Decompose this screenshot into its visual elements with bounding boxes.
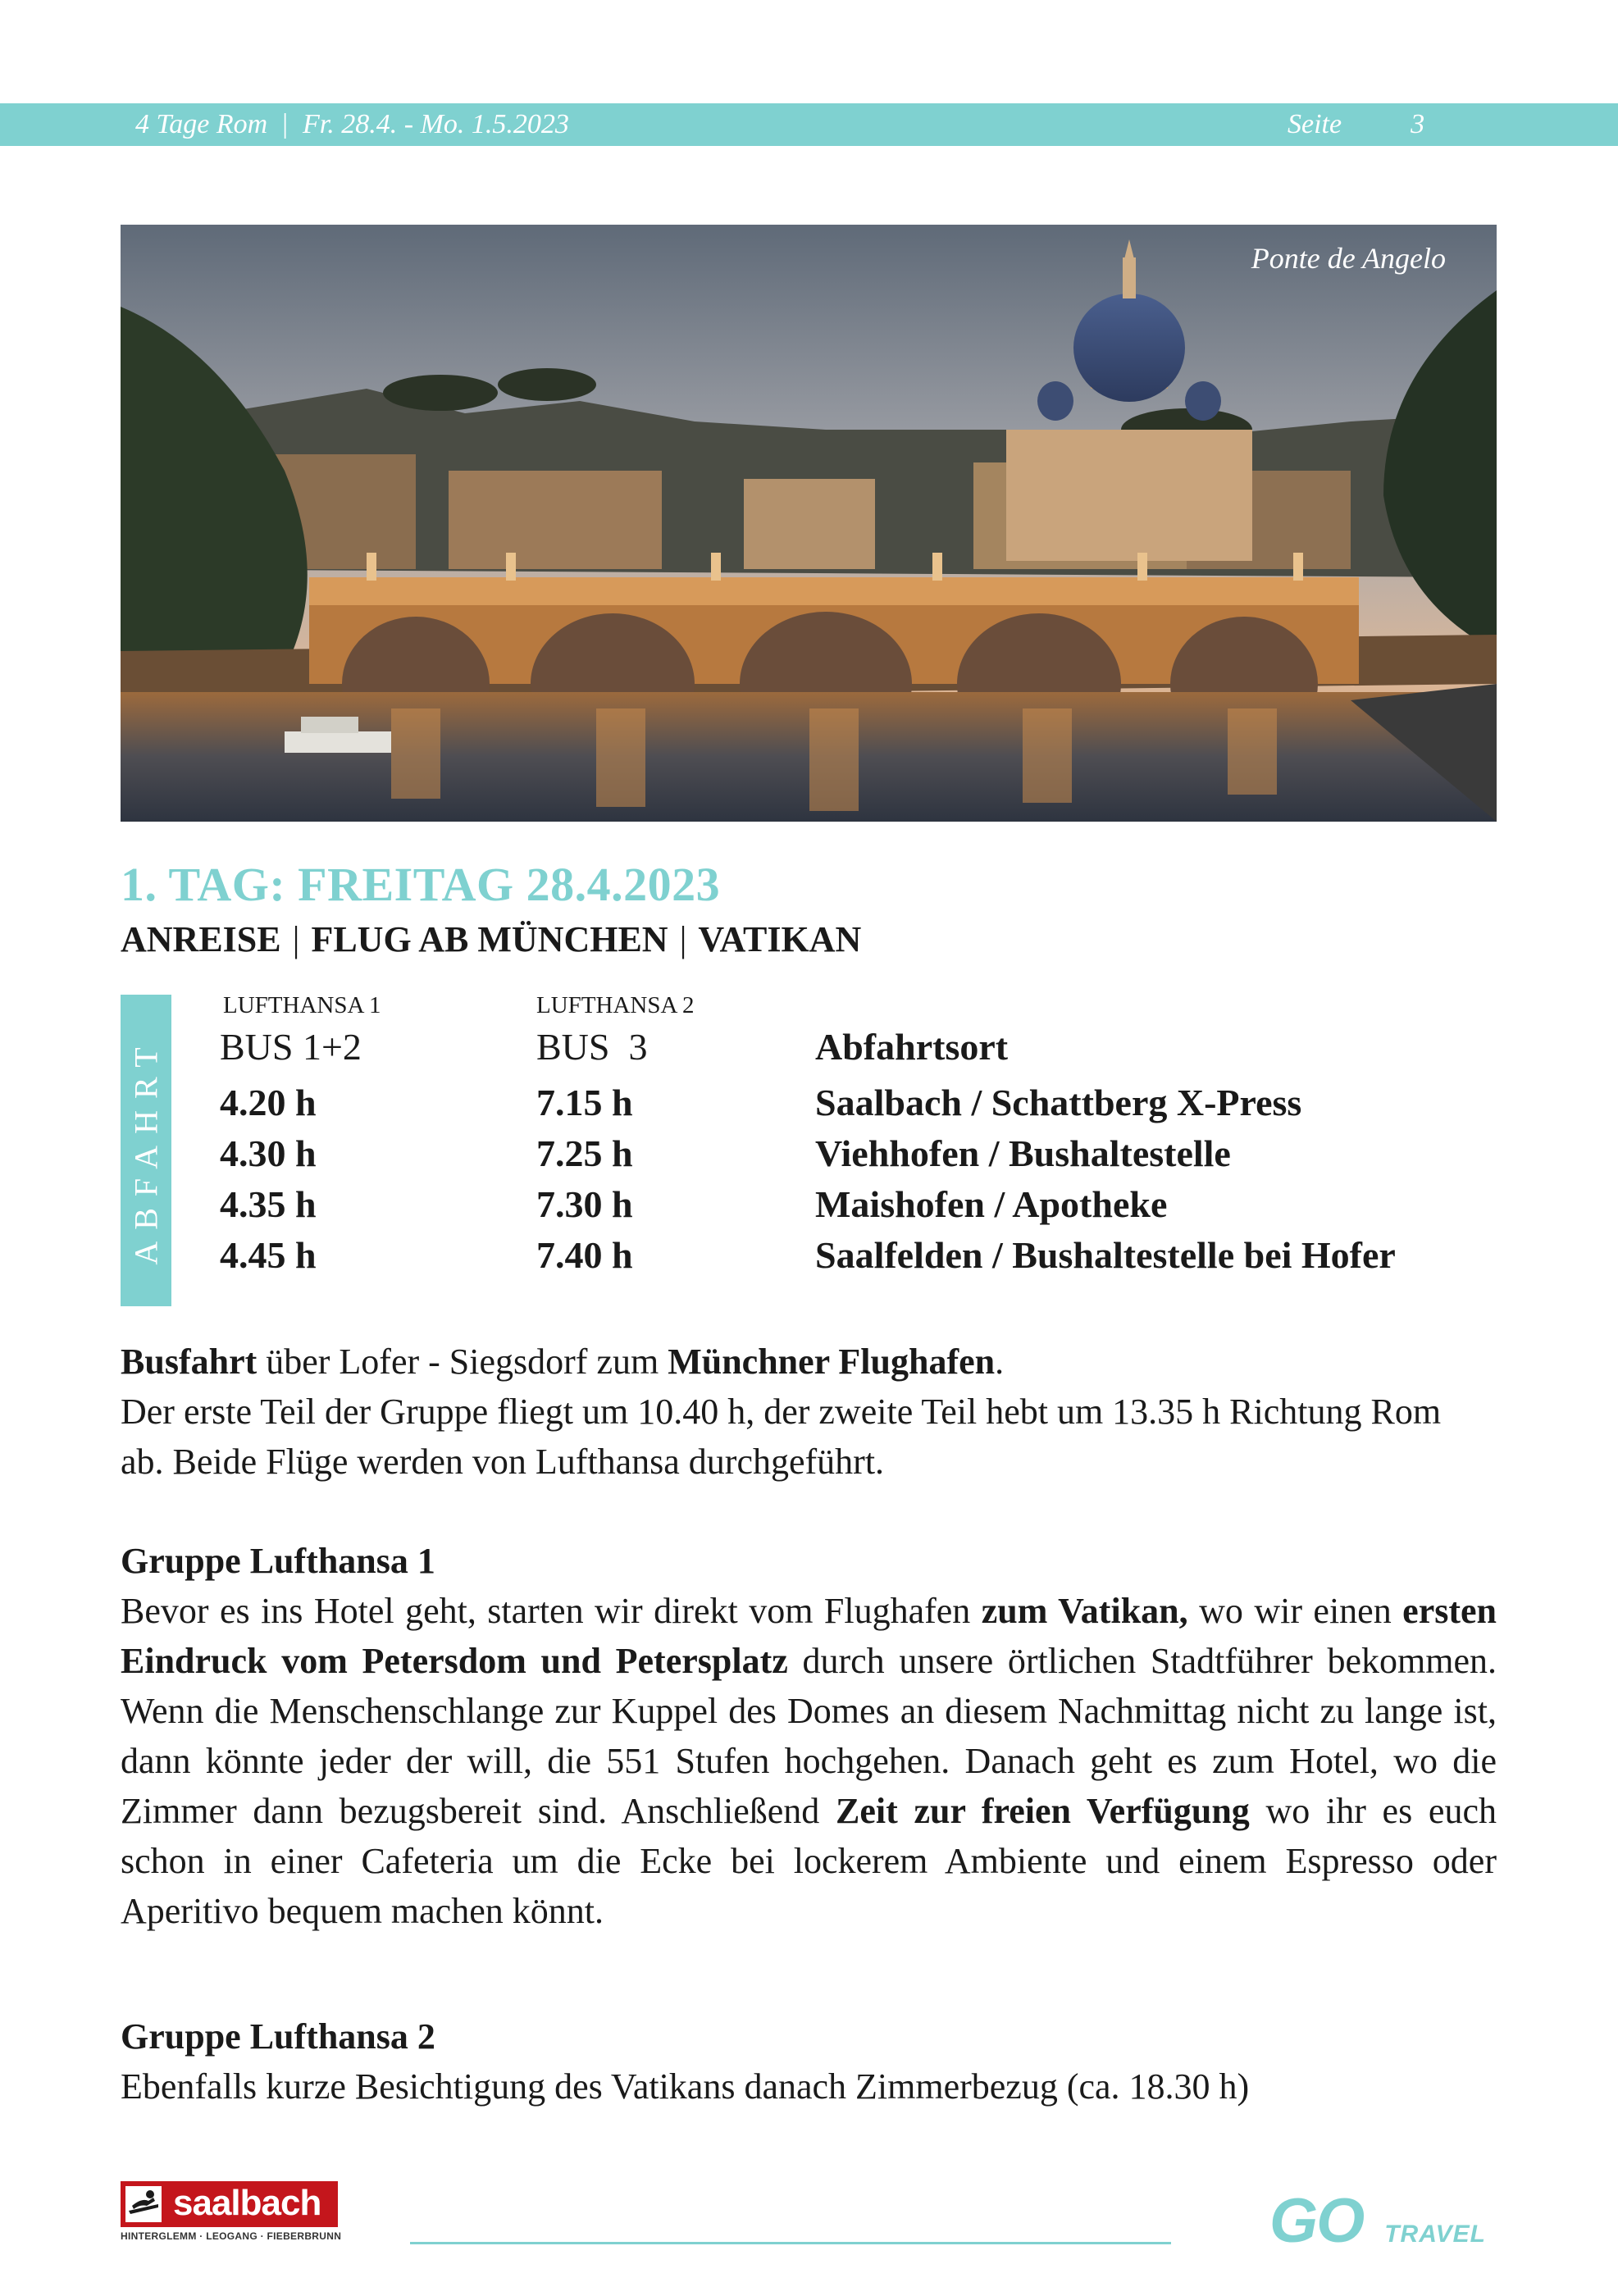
group1-bold-petersdom: ersten Eindruck vom Petersdom und Petersplatz xyxy=(121,1591,1497,1681)
header-left xyxy=(135,103,569,146)
group1-text-1: Bevor es ins Hotel geht, starten wir direkt vom Flughafen xyxy=(121,1591,982,1631)
col2-header: BUS 3 xyxy=(536,1026,648,1068)
row2-time1: 4.30 h xyxy=(220,1132,317,1174)
brand-go: GO xyxy=(1269,2186,1364,2256)
go-travel-logo xyxy=(1269,2185,1486,2257)
header-page-number: 3 xyxy=(1411,109,1425,139)
brand-travel: TRAVEL xyxy=(1384,2221,1487,2248)
col3-header: Abfahrtsort xyxy=(815,1026,1009,1068)
header-separator: | xyxy=(282,109,289,139)
logo-word: saalbach xyxy=(173,2183,321,2223)
subtitle-part-2: FLUG AB MÜNCHEN xyxy=(311,919,668,959)
group1-bold-vatikan: zum Vatikan, xyxy=(981,1591,1188,1631)
header-page xyxy=(1288,103,1424,146)
side-label-text: ABFAHRT xyxy=(127,1036,165,1265)
group1-text-4: wo ihr es euch schon in einer Cafeteria um die Ecke bei lockerem Ambiente und einem Espresso oder Aperitivo bequem machen könnt. xyxy=(121,1791,1497,1931)
intro-text-1: über Lofer - Siegsdorf zum xyxy=(257,1342,668,1382)
intro-bus-line xyxy=(121,1337,1497,1387)
group1-bold-freetime: Zeit zur freien Verfügung xyxy=(835,1791,1250,1831)
footer-divider xyxy=(410,2242,1171,2244)
col1-header: BUS 1+2 xyxy=(220,1026,362,1068)
day-subtitle xyxy=(121,918,861,960)
row4-time1: 4.45 h xyxy=(220,1234,317,1276)
row3-place: Maishofen / Apotheke xyxy=(815,1183,1168,1225)
row2-place: Viehhofen / Bushaltestelle xyxy=(815,1132,1231,1174)
group2-paragraph: Ebenfalls kurze Besichtigung des Vatikans danach Zimmerbezug (ca. 18.30 h) xyxy=(121,2066,1250,2107)
intro-flights-paragraph: Der erste Teil der Gruppe fliegt um 10.40 h, der zweite Teil hebt um 13.35 h Richtung Rom ab. Beide Flüge werden von Lufthansa durchgeführt. xyxy=(121,1392,1442,1482)
row1-time1: 4.20 h xyxy=(220,1082,317,1123)
group1-paragraph xyxy=(121,1586,1497,1936)
group1-heading: Gruppe Lufthansa 1 xyxy=(121,1541,435,1581)
group1-text-2: wo wir einen xyxy=(1187,1591,1403,1631)
row1-time2: 7.15 h xyxy=(536,1082,633,1123)
row3-time2: 7.30 h xyxy=(536,1183,633,1225)
header-bar xyxy=(0,103,1618,146)
rome-bridge-illustration xyxy=(121,225,1497,822)
row2-time2: 7.25 h xyxy=(536,1132,633,1174)
header-page-label: Seite xyxy=(1288,109,1342,139)
photo-caption: Ponte de Angelo xyxy=(1251,242,1446,275)
subtitle-separator: | xyxy=(679,919,687,959)
subtitle-separator: | xyxy=(292,919,300,959)
col1-airline: LUFTHANSA 1 xyxy=(223,992,381,1018)
group1-text-3: durch unsere örtlichen Stadtführer bekommen. Wenn die Menschenschlange zur Kuppel des Domes an diesem Nachmittag nicht zu lange ist, dann könnte jeder der will, die 551 Stufen hochgehen. Danach geht es zum Hotel, wo die Zimmer dann bezugsbereit sind. Anschließend xyxy=(121,1641,1497,1831)
col2-airline: LUFTHANSA 2 xyxy=(536,992,695,1018)
logo-tagline: HINTERGLEMM · LEOGANG · FIEBERBRUNN xyxy=(121,2230,342,2242)
subtitle-part-1: ANREISE xyxy=(121,919,281,959)
hero-photo xyxy=(121,225,1497,822)
intro-bold-airport: Münchner Flughafen xyxy=(668,1342,996,1382)
subtitle-part-3: VATIKAN xyxy=(698,919,862,959)
header-dates: Fr. 28.4. - Mo. 1.5.2023 xyxy=(303,109,569,139)
day-title: 1. TAG: FREITAG 28.4.2023 xyxy=(121,858,721,911)
header-trip: 4 Tage Rom xyxy=(135,109,268,139)
row4-place: Saalfelden / Bushaltestelle bei Hofer xyxy=(815,1234,1396,1276)
intro-bold-busfahrt: Busfahrt xyxy=(121,1342,258,1382)
group2-heading: Gruppe Lufthansa 2 xyxy=(121,2016,435,2057)
skier-icon xyxy=(125,2186,162,2222)
departure-side-label xyxy=(121,995,171,1306)
logo-box xyxy=(121,2181,338,2227)
intro-text-2: . xyxy=(995,1342,1005,1382)
row1-place: Saalbach / Schattberg X-Press xyxy=(815,1082,1302,1123)
row3-time1: 4.35 h xyxy=(220,1183,317,1225)
row4-time2: 7.40 h xyxy=(536,1234,633,1276)
saalbach-logo xyxy=(121,2181,342,2247)
